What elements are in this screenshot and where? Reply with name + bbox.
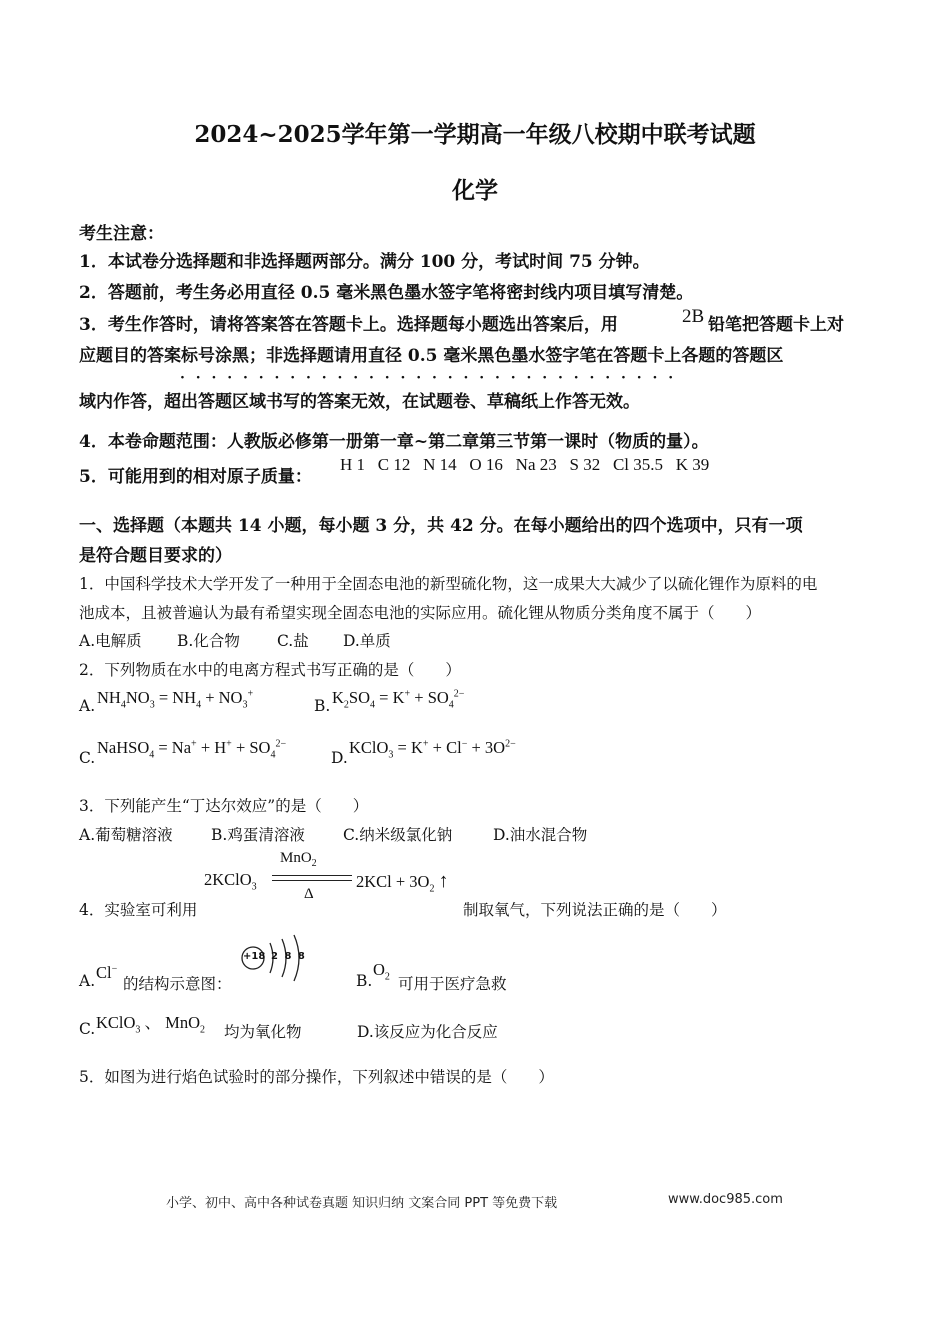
q2-label-c: C. [79, 749, 96, 767]
heat-symbol: Δ [304, 886, 314, 902]
footer-link[interactable]: www.doc985.com [668, 1192, 783, 1207]
section1-heading: 一、选择题（本题共 14 小题，每小题 3 分，共 42 分。在每小题给出的四个选项中，只有一项 [79, 516, 803, 536]
notice-item-3-line3: 域内作答，超出答题区域书写的答案无效，在试题卷、草稿纸上作答无效。 [79, 392, 640, 412]
notice-item-5: 5．可能用到的相对原子质量： [79, 467, 312, 487]
q4-option-d: D.该反应为化合反应 [357, 1023, 498, 1041]
q2-equation-d: KClO$_3$ = $K^+ + Cl^- + 3O^{2-}$ [349, 738, 516, 761]
subject-title: 化学 [452, 177, 498, 204]
q4-label-b: B. [356, 972, 373, 990]
catalyst-label: MnO$_2$ [280, 850, 317, 869]
q4-option-b-text: 可用于医疗急救 [398, 975, 507, 993]
q2-label-b: B. [314, 697, 331, 715]
reactant: 2KClO$_3$ [204, 870, 257, 893]
notice-item-4: 4．本卷命题范围：人教版必修第一册第一章~第二章第三节第一课时（物质的量）。 [79, 432, 709, 452]
q1-stem: 1．中国科学技术大学开发了一种用于全固态电池的新型硫化物，这一成果大大减少了以硫化锂作为原料的电 [79, 575, 818, 593]
electron-shells: 2 8 8 [271, 951, 305, 962]
footer-text: 小学、初中、高中各种试卷真题 知识归纳 文案合同 PPT 等免费下载 [166, 1196, 558, 1211]
q2-equation-a: $NH_4NO_3 = NH_4 + NO_3^+$ [97, 688, 254, 711]
section1-heading-cont: 是符合题目要求的） [79, 546, 232, 566]
q3-stem: 3．下列能产生“丁达尔效应”的是（ ） [79, 797, 369, 815]
q4-label-c: C. [79, 1020, 96, 1038]
q4-option-c-formulas: KClO$_3$ 、 MnO$_2$ [96, 1013, 206, 1036]
q2-equation-c: NaHSO$_4$ = $Na^+ + H^+ + SO_4^{2-}$ [97, 738, 287, 761]
atomic-structure-diagram [240, 933, 310, 983]
q1-option-a: A.电解质 [79, 632, 142, 650]
q3-option-d: D.油水混合物 [493, 826, 588, 844]
q2-label-d: D. [331, 749, 348, 767]
oxygen-formula: $O_2$ [373, 960, 390, 983]
q2-label-a: A. [79, 697, 96, 715]
notice-item-1: 1．本试卷分选择题和非选择题两部分。满分 100 分，考试时间 75 分钟。 [79, 252, 650, 272]
atomic-masses: H 1 C 12 N 14 O 16 Na 23 S 32 Cl 35.5 K 39 [340, 455, 710, 474]
notice-item-3-cont: 铅笔把答题卡上对 [708, 315, 844, 335]
reaction-arrow [272, 875, 352, 881]
q4-reaction-equation [204, 850, 464, 910]
chloride-ion: Cl− [96, 963, 118, 982]
q3-option-b: B.鸡蛋清溶液 [211, 826, 305, 844]
notice-item-2: 2．答题前，考生务必用直径 0.5 毫米黑色墨水签字笔将密封线内项目填写清楚。 [79, 283, 694, 303]
q3-option-c: C.纳米级氯化钠 [343, 826, 453, 844]
q2-equation-b: $K_2SO_4 = K^+ + SO_4^{2-}$ [332, 688, 465, 711]
q1-stem-cont: 池成本，且被普遍认为最有希望实现全固态电池的实际应用。硫化锂从物质分类角度不属于（ ） [79, 604, 762, 622]
q1-option-c: C.盐 [277, 632, 309, 650]
nucleus-charge: +18 [243, 951, 266, 962]
notice-item-3: 3．考生作答时，请将答案答在答题卡上。选择题每小题选出答案后，用 [79, 315, 618, 335]
q1-option-d: D.单质 [343, 632, 391, 650]
q4-stem: 4．实验室可利用 [79, 901, 198, 919]
q4-option-c-text: 均为氧化物 [224, 1023, 302, 1041]
q2-stem: 2．下列物质在水中的电离方程式书写正确的是（ ） [79, 661, 461, 679]
q1-option-b: B.化合物 [177, 632, 240, 650]
notice-heading: 考生注意： [79, 224, 164, 244]
notice-item-3-line2: 应题目的答案标号涂黑；非选择题请用直径 0.5 毫米黑色墨水签字笔在答题卡上各题的答题区 [79, 346, 784, 366]
page-title: 2024~2025学年第一学期高一年级八校期中联考试题 [194, 121, 756, 148]
q5-stem: 5．如图为进行焰色试验时的部分操作，下列叙述中错误的是（ ） [79, 1068, 554, 1086]
products: $2KCl + 3O_2$ ↑ [356, 870, 449, 895]
q4-option-a-text: 的结构示意图： [123, 975, 232, 993]
q4-stem-cont: 制取氧气，下列说法正确的是（ ） [463, 901, 727, 919]
q3-option-a: A.葡萄糖溶液 [79, 826, 173, 844]
emphasis-dots: · · · · · · · · · · · · · · · · · · · · · · · · · · · · · · · · [180, 370, 674, 386]
q4-label-a: A. [79, 972, 96, 990]
pencil-grade: 2B [682, 306, 705, 327]
